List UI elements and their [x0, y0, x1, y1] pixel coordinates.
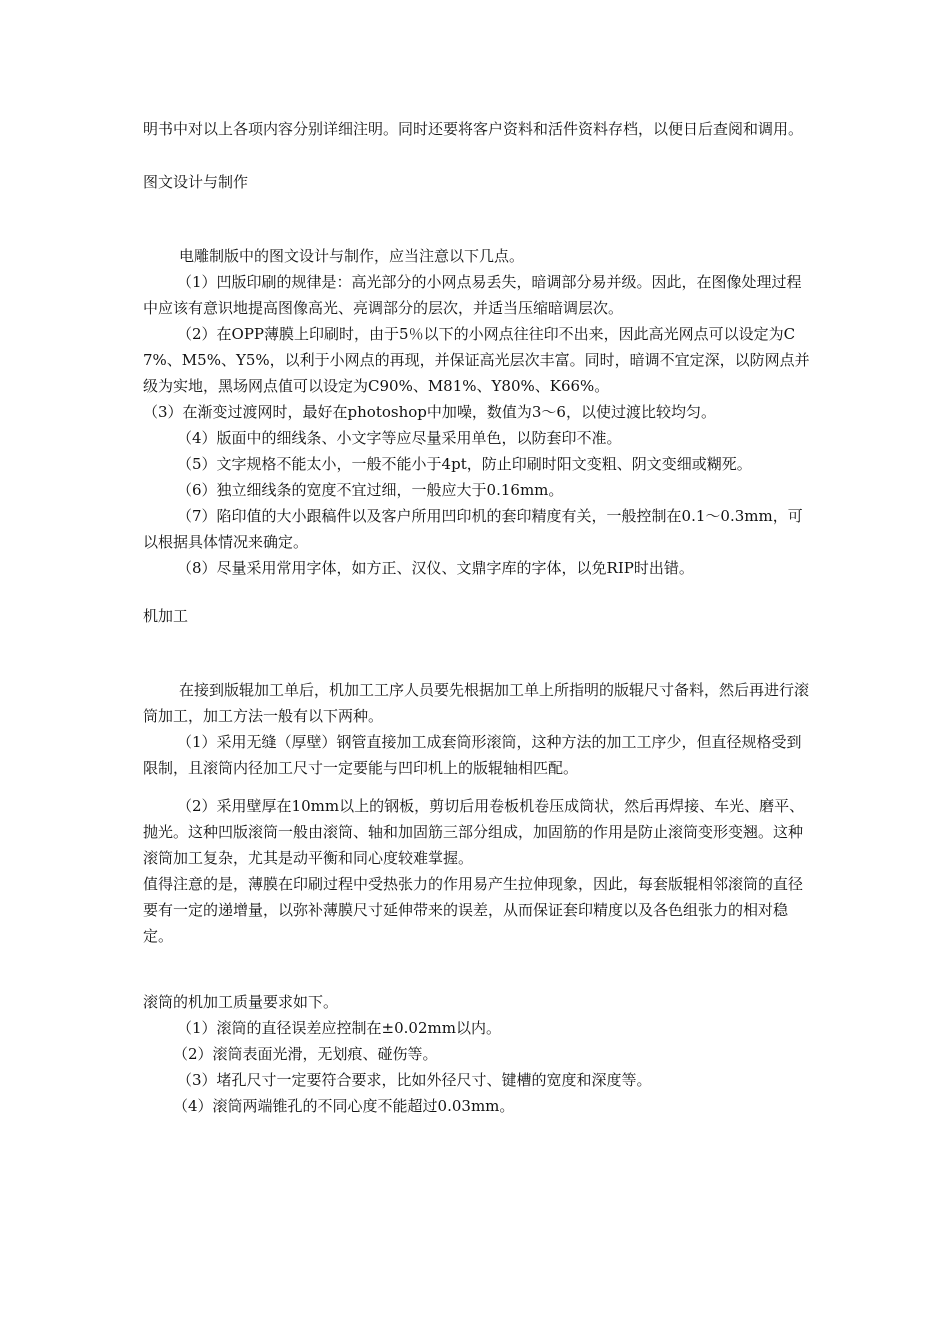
- section-heading-machining: 机加工: [143, 607, 189, 625]
- machining-lead-paragraph: 在接到版辊加工单后，机加工工序人员要先根据加工单上所指明的版辊尺寸备料，然后再进行滚筒加工，加工方法一般有以下两种。: [143, 681, 810, 725]
- design-item-3: （3）在渐变过渡网时，最好在photoshop中加噪，数值为3～6，以使过渡比较均匀。: [143, 403, 716, 421]
- design-item-2: （2）在OPP薄膜上印刷时，由于5％以下的小网点往往印不出来，因此高光网点可以设定为C7%、M5%、Y5%，以利于小网点的再现，并保证高光层次丰富。同时，暗调不宜定深，以防网点并级为实地，黑场网点值可以设定为C90%、M81%、Y80%、K66%。: [143, 325, 810, 395]
- quality-item-1: （1）滚筒的直径误差应控制在±0.02mm以内。: [177, 1019, 501, 1037]
- design-lead-paragraph: 电雕制版中的图文设计与制作，应当注意以下几点。: [179, 247, 525, 265]
- design-item-5: （5）文字规格不能太小，一般不能小于4pt，防止印刷时阳文变粗、阴文变细或糊死。: [177, 455, 752, 473]
- design-item-7: （7）陷印值的大小跟稿件以及客户所用凹印机的套印精度有关，一般控制在0.1～0.3mm，可以根据具体情况来确定。: [143, 507, 803, 551]
- design-item-8: （8）尽量采用常用字体，如方正、汉仪、文鼎字库的字体，以免RIP时出错。: [177, 559, 694, 577]
- document-page: [143, 116, 813, 1119]
- design-item-4: （4）版面中的细线条、小文字等应尽量采用单色，以防套印不准。: [177, 429, 622, 447]
- machining-method-1: （1）采用无缝（厚壁）钢管直接加工成套筒形滚筒，这种方法的加工工序少，但直径规格受到限制，且滚筒内径加工尺寸一定要能与凹印机上的版辊轴相匹配。: [143, 733, 802, 777]
- quality-item-4: （4）滚筒两端锥孔的不同心度不能超过0.03mm。: [173, 1097, 515, 1115]
- section-heading-design: 图文设计与制作: [143, 173, 249, 191]
- machining-method-2: （2）采用壁厚在10mm以上的钢板，剪切后用卷板机卷压成筒状，然后再焊接、车光、磨平、抛光。这种凹版滚筒一般由滚筒、轴和加固筋三部分组成，加固筋的作用是防止滚筒变形变翘。这种滚筒加工复杂，尤其是动平衡和同心度较难掌握。: [143, 797, 805, 867]
- quality-item-2: （2）滚筒表面光滑，无划痕、碰伤等。: [173, 1045, 438, 1063]
- intro-paragraph: 明书中对以上各项内容分别详细注明。同时还要将客户资料和活件资料存档，以便日后查阅和调用。: [143, 120, 804, 138]
- design-item-1: （1）凹版印刷的规律是：高光部分的小网点易丢失，暗调部分易并级。因此，在图像处理过程中应该有意识地提高图像高光、亮调部分的层次，并适当压缩暗调层次。: [143, 273, 802, 317]
- quality-requirements-title: 滚筒的机加工质量要求如下。: [143, 993, 339, 1011]
- machining-note-paragraph: 值得注意的是，薄膜在印刷过程中受热张力的作用易产生拉伸现象，因此，每套版辊相邻滚筒的直径要有一定的递增量，以弥补薄膜尺寸延伸带来的误差，从而保证套印精度以及各色组张力的相对稳定。: [143, 875, 804, 945]
- quality-item-3: （3）堵孔尺寸一定要符合要求，比如外径尺寸、键槽的宽度和深度等。: [177, 1071, 652, 1089]
- design-item-6: （6）独立细线条的宽度不宜过细，一般应大于0.16mm。: [177, 481, 564, 499]
